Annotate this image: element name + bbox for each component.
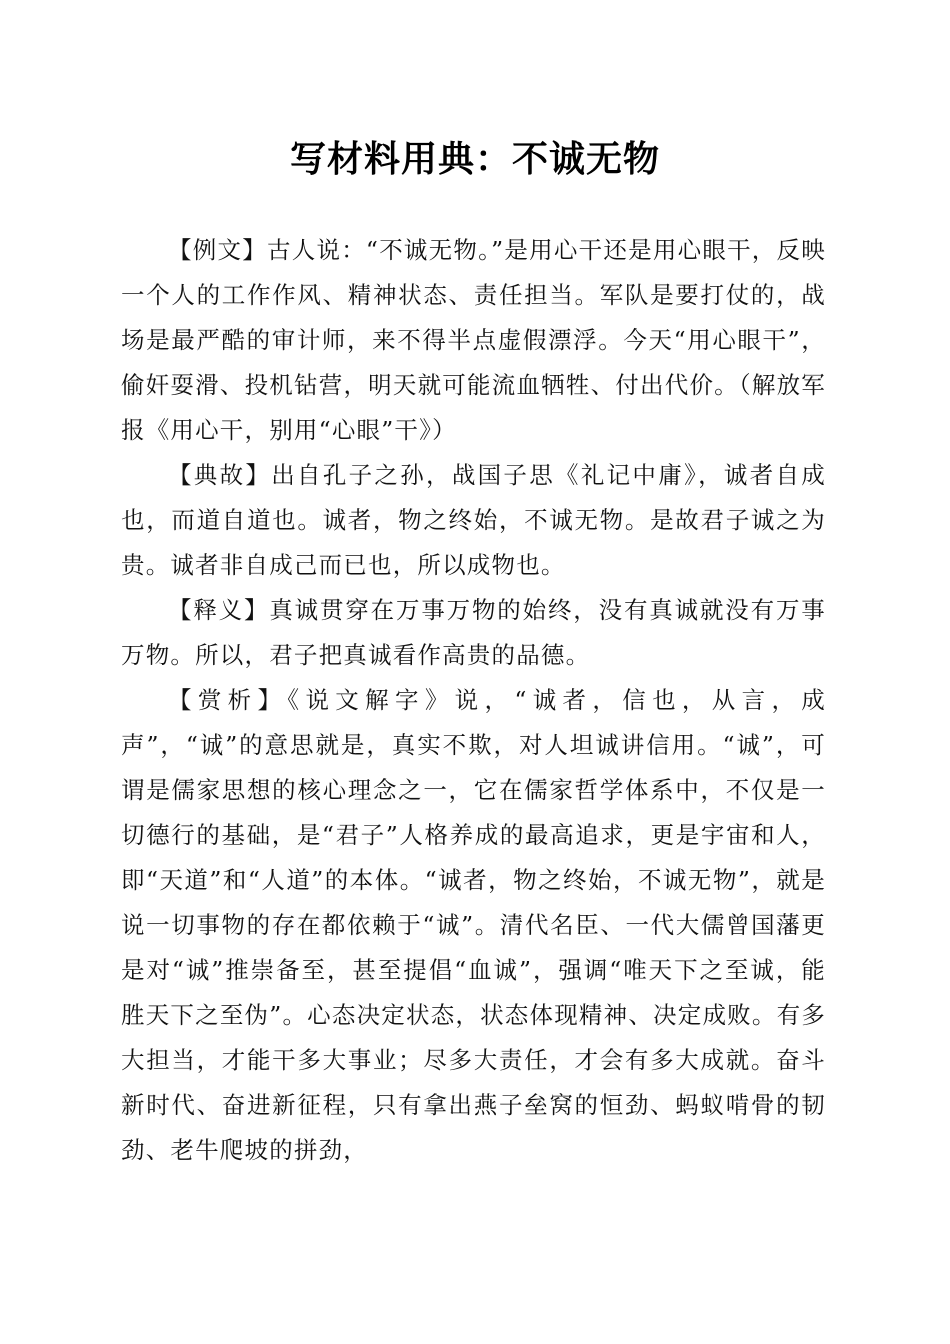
paragraph-text: 古人说：“不诚无物。”是用心干还是用心眼干，反映一个人的工作作风、精神状态、责任担当。军队是要打仗的，战场是最严酷的审计师，来不得半点虚假漂浮。今天“用心眼干”，偷奸耍滑、投机钻营，明天就可能流血牺牲、付出代价。（解放军报《用心干，别用“心眼”干》） xyxy=(121,236,826,444)
paragraph-appreciation xyxy=(121,678,826,1173)
paragraph-text: 《说文解字》说，“诚者，信也，从言，成声”，“诚”的意思就是，真实不欺，对人坦诚讲信用。“诚”，可谓是儒家思想的核心理念之一，它在儒家哲学体系中，不仅是一切德行的基础，是“君子”人格养成的最高追求，更是宇宙和人，即“天道”和“人道”的本体。“诚者，物之终始，不诚无物”，就是说一切事物的存在都依赖于“诚”。清代名臣、一代大儒曾国藩更是对“诚”推崇备至，甚至提倡“血诚”，强调“唯天下之至诚，能胜天下之至伪”。心态决定状态，状态体现精神、决定成败。有多大担当，才能干多大事业；尽多大责任，才会有多大成就。奋斗新时代、奋进新征程，只有拿出燕子垒窝的恒劲、蚂蚁啃骨的韧劲、老牛爬坡的拼劲， xyxy=(121,686,826,1164)
paragraph-interpretation xyxy=(121,588,826,678)
document-title: 写材料用典：不诚无物 xyxy=(289,138,660,180)
paragraph-tag: 【赏析】 xyxy=(168,686,288,714)
paragraph-tag: 【释义】 xyxy=(168,596,270,624)
paragraph-allusion xyxy=(121,453,826,588)
paragraph-text: 出自孔子之孙，战国子思《礼记中庸》，诚者自成也，而道自道也。诚者，物之终始，不诚无物。是故君子诚之为贵。诚者非自成己而已也，所以成物也。 xyxy=(121,461,826,579)
document-body xyxy=(121,228,826,1173)
paragraph-tag: 【例文】 xyxy=(168,236,267,264)
paragraph-tag: 【典故】 xyxy=(168,461,272,489)
paragraph-text: 真诚贯穿在万事万物的始终，没有真诚就没有万事万物。所以，君子把真诚看作高贵的品德。 xyxy=(121,596,826,669)
paragraph-example xyxy=(121,228,826,453)
